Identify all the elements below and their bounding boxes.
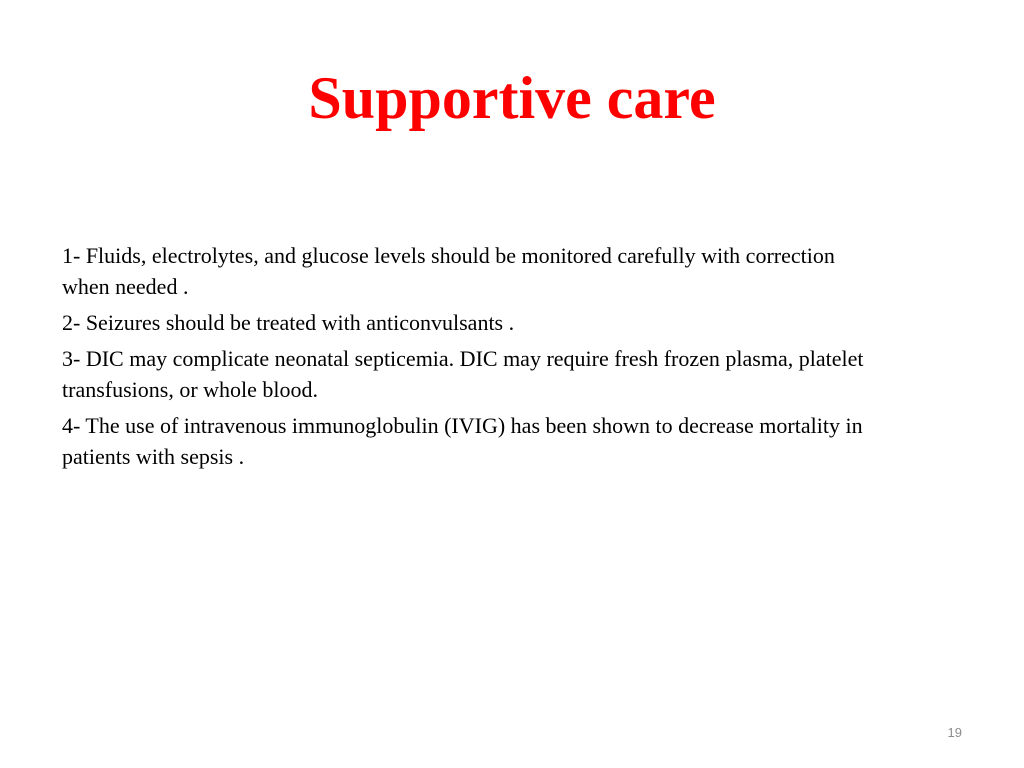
list-item: 1- Fluids, electrolytes, and glucose levels should be monitored carefully with correction when needed . [62,243,835,299]
list-item: 3- DIC may complicate neonatal septicemia. DIC may require fresh frozen plasma, platelet transfusions, or whole blood. [62,346,864,402]
page-number: 19 [947,725,962,740]
slide-title: Supportive care [308,65,716,131]
slide-body [62,240,882,477]
list-item: 2- Seizures should be treated with anticonvulsants . [62,310,515,335]
list-item: 4- The use of intravenous immunoglobulin (IVIG) has been shown to decrease mortality in patients with sepsis . [62,413,863,469]
